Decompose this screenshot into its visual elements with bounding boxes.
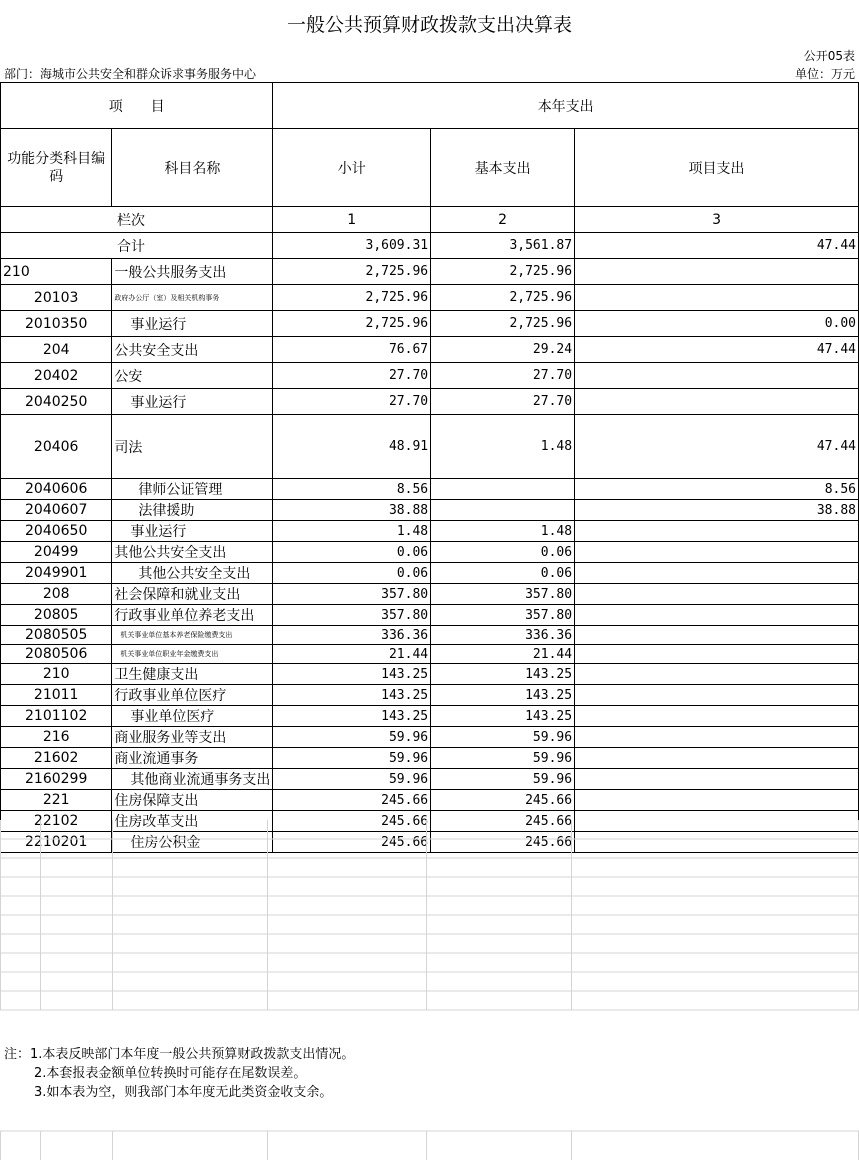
total-basic: 3,561.87 <box>431 233 575 259</box>
row-subtotal: 59.96 <box>273 769 431 790</box>
row-name: 行政事业单位养老支出 <box>112 605 273 626</box>
row-basic: 29.24 <box>431 337 575 363</box>
row-name: 公安 <box>112 363 273 389</box>
row-subtotal: 143.25 <box>273 664 431 685</box>
table-row <box>1 727 859 748</box>
row-subtotal: 357.80 <box>273 584 431 605</box>
table-row <box>1 542 859 563</box>
column-index-label: 栏次 <box>1 207 273 233</box>
row-project <box>575 769 859 790</box>
row-subtotal: 27.70 <box>273 363 431 389</box>
row-subtotal: 38.88 <box>273 500 431 521</box>
row-subtotal: 336.36 <box>273 626 431 645</box>
total-label: 合计 <box>1 233 273 259</box>
row-subtotal: 0.06 <box>273 563 431 584</box>
note-line-2: 2.本套报表金额单位转换时可能存在尾数误差。 <box>34 1066 307 1081</box>
row-project: 47.44 <box>575 415 859 479</box>
row-basic: 27.70 <box>431 389 575 415</box>
row-name: 卫生健康支出 <box>112 664 273 685</box>
row-name: 住房公积金 <box>112 832 273 853</box>
table-row <box>1 790 859 811</box>
row-project <box>575 563 859 584</box>
row-subtotal: 27.70 <box>273 389 431 415</box>
row-subtotal: 245.66 <box>273 811 431 832</box>
row-name: 行政事业单位医疗 <box>112 685 273 706</box>
header-current-year: 本年支出 <box>273 83 859 129</box>
row-project: 0.00 <box>575 311 859 337</box>
row-project <box>575 664 859 685</box>
table-row <box>1 363 859 389</box>
row-code: 2040607 <box>1 500 112 521</box>
table-row <box>1 479 859 500</box>
row-basic: 21.44 <box>431 645 575 664</box>
row-name: 其他公共安全支出 <box>112 542 273 563</box>
row-project: 47.44 <box>575 337 859 363</box>
row-project: 8.56 <box>575 479 859 500</box>
row-basic: 2,725.96 <box>431 285 575 311</box>
row-project <box>575 521 859 542</box>
table-row <box>1 563 859 584</box>
row-code: 20406 <box>1 415 112 479</box>
row-basic: 357.80 <box>431 605 575 626</box>
row-name: 事业运行 <box>112 521 273 542</box>
row-basic: 245.66 <box>431 790 575 811</box>
row-name: 司法 <box>112 415 273 479</box>
row-code: 22102 <box>1 811 112 832</box>
row-name: 律师公证管理 <box>112 479 273 500</box>
row-code: 21602 <box>1 748 112 769</box>
row-basic: 336.36 <box>431 626 575 645</box>
row-code: 20103 <box>1 285 112 311</box>
row-code: 208 <box>1 584 112 605</box>
row-name: 一般公共服务支出 <box>112 259 273 285</box>
table-row <box>1 337 859 363</box>
row-project <box>575 727 859 748</box>
form-code: 公开05表 <box>803 49 855 63</box>
table-row <box>1 685 859 706</box>
row-name: 机关事业单位职业年金缴费支出 <box>112 645 273 664</box>
row-subtotal: 8.56 <box>273 479 431 500</box>
row-subtotal: 2,725.96 <box>273 285 431 311</box>
column-index-3: 3 <box>575 207 859 233</box>
expenditure-table <box>0 82 859 853</box>
unit-label: 单位：万元 <box>794 67 855 81</box>
table-row <box>1 626 859 645</box>
table-row <box>1 285 859 311</box>
column-index-1: 1 <box>273 207 431 233</box>
notes-section <box>4 1045 354 1102</box>
row-code: 216 <box>1 727 112 748</box>
row-code: 21011 <box>1 685 112 706</box>
row-code: 2049901 <box>1 563 112 584</box>
row-subtotal: 2,725.96 <box>273 311 431 337</box>
row-code: 210 <box>1 664 112 685</box>
row-code: 2210201 <box>1 832 112 853</box>
row-subtotal: 143.25 <box>273 685 431 706</box>
row-code: 204 <box>1 337 112 363</box>
row-basic: 245.66 <box>431 811 575 832</box>
table-row <box>1 521 859 542</box>
row-basic: 1.48 <box>431 521 575 542</box>
row-basic: 1.48 <box>431 415 575 479</box>
table-row <box>1 664 859 685</box>
header-name: 科目名称 <box>112 129 273 207</box>
row-basic: 143.25 <box>431 685 575 706</box>
row-subtotal: 59.96 <box>273 748 431 769</box>
row-code: 2040650 <box>1 521 112 542</box>
row-code: 2101102 <box>1 706 112 727</box>
header-code: 功能分类科目编码 <box>1 129 112 207</box>
row-project <box>575 748 859 769</box>
header-project: 项目支出 <box>575 129 859 207</box>
row-code: 20402 <box>1 363 112 389</box>
header-item: 项 目 <box>1 83 273 129</box>
row-basic: 59.96 <box>431 769 575 790</box>
row-project <box>575 363 859 389</box>
row-code: 2040606 <box>1 479 112 500</box>
row-name: 社会保障和就业支出 <box>112 584 273 605</box>
row-code: 2160299 <box>1 769 112 790</box>
table-row <box>1 645 859 664</box>
row-name: 住房保障支出 <box>112 790 273 811</box>
table-row <box>1 311 859 337</box>
row-subtotal: 245.66 <box>273 832 431 853</box>
row-project <box>575 542 859 563</box>
row-basic: 59.96 <box>431 748 575 769</box>
row-basic: 59.96 <box>431 727 575 748</box>
row-name: 政府办公厅（室）及相关机构事务 <box>112 285 273 311</box>
row-basic: 2,725.96 <box>431 311 575 337</box>
row-basic: 0.06 <box>431 563 575 584</box>
row-subtotal: 0.06 <box>273 542 431 563</box>
note-line-3: 3.如本表为空，则我部门本年度无此类资金收支余。 <box>34 1085 333 1100</box>
row-code: 2010350 <box>1 311 112 337</box>
row-subtotal: 48.91 <box>273 415 431 479</box>
row-name: 公共安全支出 <box>112 337 273 363</box>
row-project <box>575 626 859 645</box>
total-subtotal: 3,609.31 <box>273 233 431 259</box>
table-body <box>1 259 859 853</box>
table-row <box>1 415 859 479</box>
table-row <box>1 706 859 727</box>
row-basic: 143.25 <box>431 664 575 685</box>
row-project <box>575 790 859 811</box>
row-project <box>575 259 859 285</box>
row-subtotal: 76.67 <box>273 337 431 363</box>
row-basic: 245.66 <box>431 832 575 853</box>
department-label: 部门：海城市公共安全和群众诉求事务服务中心 <box>4 67 257 81</box>
row-project: 38.88 <box>575 500 859 521</box>
row-name: 事业单位医疗 <box>112 706 273 727</box>
row-name: 法律援助 <box>112 500 273 521</box>
row-name: 商业流通事务 <box>112 748 273 769</box>
table-row <box>1 389 859 415</box>
row-project <box>575 706 859 727</box>
row-subtotal: 2,725.96 <box>273 259 431 285</box>
row-basic: 27.70 <box>431 363 575 389</box>
row-subtotal: 21.44 <box>273 645 431 664</box>
row-code: 210 <box>1 259 112 285</box>
table-row <box>1 605 859 626</box>
row-basic <box>431 500 575 521</box>
row-name: 住房改革支出 <box>112 811 273 832</box>
row-name: 机关事业单位基本养老保险缴费支出 <box>112 626 273 645</box>
row-name: 其他商业流通事务支出 <box>112 769 273 790</box>
row-code: 2040250 <box>1 389 112 415</box>
row-subtotal: 143.25 <box>273 706 431 727</box>
header-subtotal: 小计 <box>273 129 431 207</box>
row-code: 2080506 <box>1 645 112 664</box>
row-name: 事业运行 <box>112 311 273 337</box>
row-project <box>575 584 859 605</box>
table-row <box>1 769 859 790</box>
row-subtotal: 59.96 <box>273 727 431 748</box>
row-code: 20499 <box>1 542 112 563</box>
report-title: 一般公共预算财政拨款支出决算表 <box>286 14 572 36</box>
header-basic: 基本支出 <box>431 129 575 207</box>
row-project <box>575 285 859 311</box>
table-row <box>1 259 859 285</box>
row-name: 商业服务业等支出 <box>112 727 273 748</box>
empty-spreadsheet-grid <box>0 820 859 1160</box>
note-line-1: 注：1.本表反映部门本年度一般公共预算财政拨款支出情况。 <box>4 1047 355 1062</box>
row-basic: 357.80 <box>431 584 575 605</box>
row-basic: 2,725.96 <box>431 259 575 285</box>
total-project: 47.44 <box>575 233 859 259</box>
row-basic: 0.06 <box>431 542 575 563</box>
table-row <box>1 500 859 521</box>
row-project <box>575 605 859 626</box>
column-index-2: 2 <box>431 207 575 233</box>
table-row <box>1 584 859 605</box>
row-subtotal: 245.66 <box>273 790 431 811</box>
row-project <box>575 389 859 415</box>
table-row <box>1 748 859 769</box>
row-name: 事业运行 <box>112 389 273 415</box>
row-basic <box>431 479 575 500</box>
row-project <box>575 645 859 664</box>
row-basic: 143.25 <box>431 706 575 727</box>
row-code: 20805 <box>1 605 112 626</box>
row-project <box>575 685 859 706</box>
row-subtotal: 357.80 <box>273 605 431 626</box>
row-code: 221 <box>1 790 112 811</box>
row-code: 2080505 <box>1 626 112 645</box>
row-subtotal: 1.48 <box>273 521 431 542</box>
row-name: 其他公共安全支出 <box>112 563 273 584</box>
